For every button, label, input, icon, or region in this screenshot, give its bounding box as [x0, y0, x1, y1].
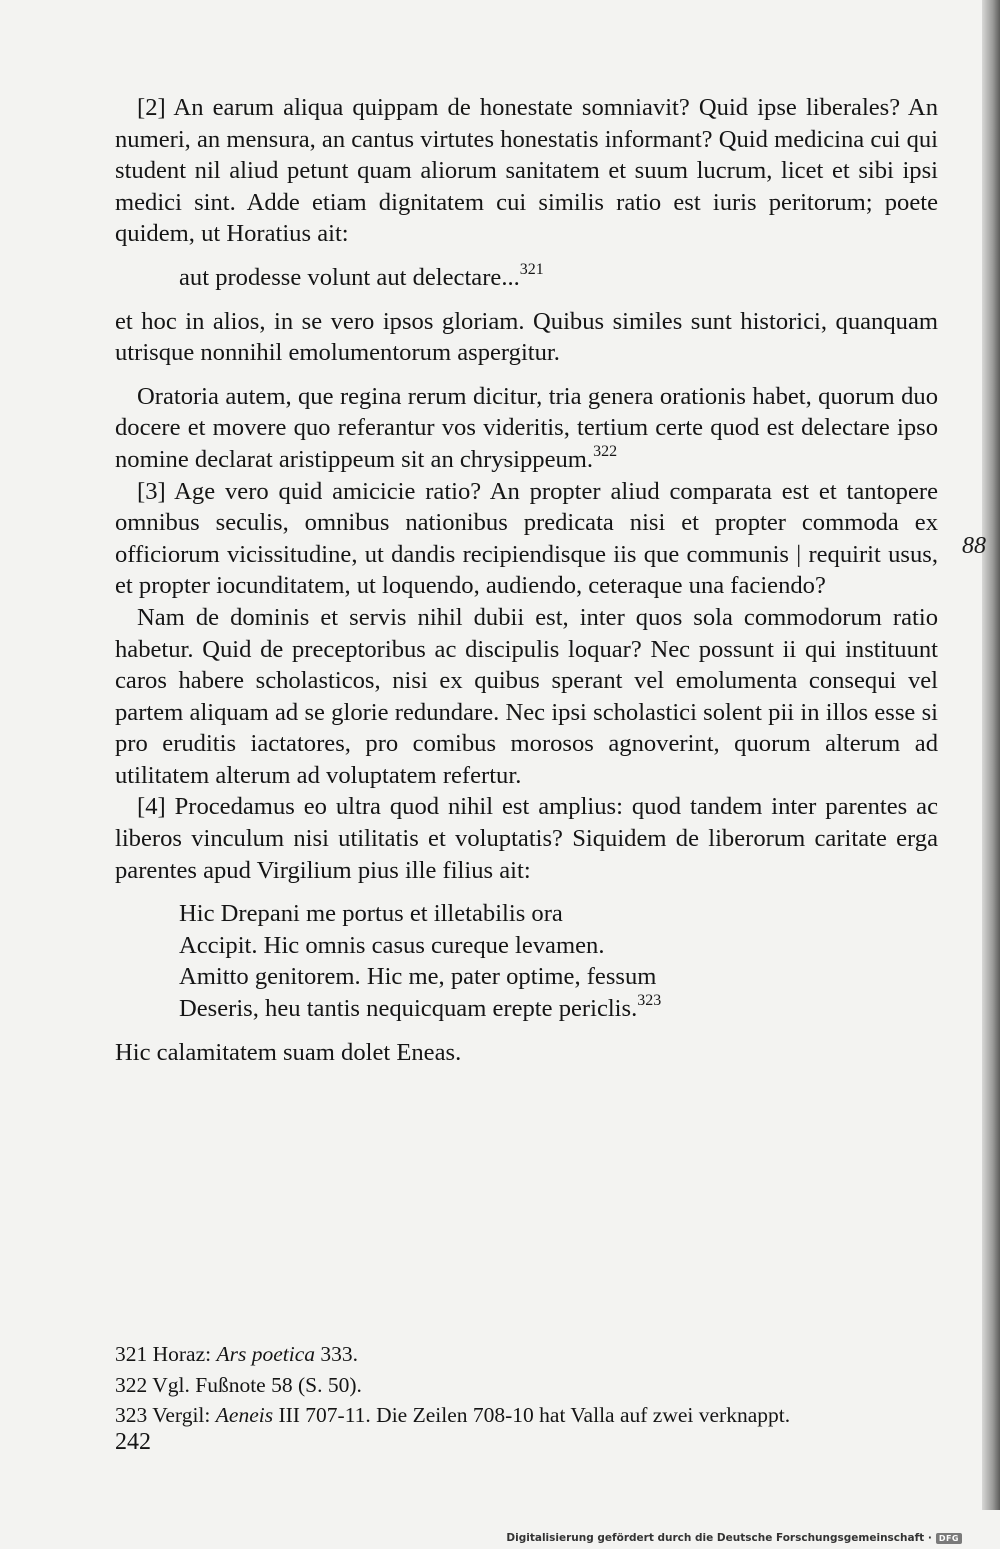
paragraph-text: Oratoria autem, que regina rerum dicitur, tria genera orationis habet, quorum duo docere et movere quo referantur vos videritis, tertium certe quod est delectare ipso nomine declarat aristippeum sit an chrysippeum. [115, 382, 938, 473]
footnote-322: 322 Vgl. Fußnote 58 (S. 50). [115, 1372, 362, 1397]
footnote-marker-323[interactable]: 323 [637, 991, 662, 1009]
footnote-321 [115, 1339, 938, 1370]
footnote-marker-322[interactable]: 322 [593, 442, 618, 460]
footnote-323 [115, 1400, 938, 1431]
footnote-text: Horaz: [152, 1342, 217, 1366]
verse-line [179, 993, 938, 1025]
verse-line: Hic Drepani me portus et illetabilis ora [179, 900, 563, 928]
digitization-credit-text: Digitalisierung gefördert durch die Deutsche Forschungsgemeinschaft · [506, 1532, 932, 1544]
verse-line: Accipit. Hic omnis casus cureque levamen. [179, 931, 605, 959]
margin-page-number: 88 [962, 533, 986, 559]
footnote-text: III 707-11. Die Zeilen 708-10 hat Valla auf zwei verknappt. [273, 1403, 791, 1427]
main-text [115, 92, 938, 1068]
horace-quote [115, 262, 938, 294]
verse-line [179, 262, 938, 294]
footnote-text: Vergil: [152, 1403, 216, 1427]
digitization-credit [506, 1532, 962, 1544]
footnote-number: 323 [115, 1403, 148, 1427]
paragraph-2-text: [2] An earum aliqua quippam de honestate somniavit? Quid ipse liberales? An numeri, an mensura, an cantus virtutes honestatis informant? Quid medicina cui qui student nil aliud petunt quam aliorum sanitatem et suum lucrum, licet et sibi ipsi medici sint. Adde etiam dignitatem cui similis ratio est iuris peritorum; poete quidem, ut Horatius ait: [115, 94, 938, 248]
paragraph-4-procedamus [115, 791, 938, 886]
footnote-text: 333. [315, 1342, 359, 1366]
footnote-title: Ars poetica [216, 1342, 316, 1366]
virgil-quote [115, 898, 938, 1024]
verse-text: Deseris, heu tantis nequicquam erepte periclis. [179, 995, 638, 1023]
paragraph-eneas [115, 1037, 938, 1069]
paragraph-3-amicicie [115, 476, 938, 602]
paragraph-2-opening [115, 92, 938, 250]
paragraph-text: [4] Procedamus eo ultra quod nihil est amplius: quod tandem inter parentes ac liberos vinculum nisi utilitatis et voluptatis? Siquidem de liberorum caritate erga parentes apud Virgilium pius ille filius ait: [115, 793, 938, 884]
page-number: 242 [115, 1429, 151, 1455]
verse-text: aut prodesse volunt aut delectare... [179, 263, 520, 291]
footnote-number: 321 [115, 1342, 148, 1366]
footnote-marker-321[interactable]: 321 [519, 260, 544, 278]
paragraph-dominis [115, 602, 938, 792]
paragraph-oratoria [115, 381, 938, 476]
footnotes [115, 1339, 938, 1431]
paragraph-text: [3] Age vero quid amicicie ratio? An propter aliud comparata est et tantopere omnibus seculis, omnibus nationibus predicata nisi et propter commoda ex officiorum vicissitudine, ut dandis recipiendisque iis que communis | requirit usus, et propter iocunditatem, ut loquendo, audiendo, ceteraque una faciendo? [115, 477, 938, 600]
verse-line: Amitto genitorem. Hic me, pater optime, fessum [179, 963, 657, 991]
page-edge-shadow [982, 0, 1000, 1510]
footnote-title: Aeneis [215, 1403, 274, 1427]
paragraph-historici [115, 306, 938, 369]
paragraph-text: et hoc in alios, in se vero ipsos gloriam. Quibus similes sunt historici, quanquam utrisque nonnihil emolumentorum aspergitur. [115, 307, 938, 367]
dfg-logo-icon: DFG [936, 1533, 962, 1544]
paragraph-text: Hic calamitatem suam dolet Eneas. [115, 1038, 462, 1066]
paragraph-text: Nam de dominis et servis nihil dubii est, inter quos sola commodorum ratio habetur. Quid de preceptoribus ac discipulis loquar? Nec possunt ii qui instituunt caros habere scholasticos, nisi ex quibus sperant vel emolumenta consequi vel partem aliquam ad se glorie redundare. Nec ipsi scholastici solent pii in illos esse si pro eruditis iactatores, pro comibus morosos agnoverint, quorum alterum ad utilitatem alterum ad voluptatem refertur. [115, 603, 938, 789]
